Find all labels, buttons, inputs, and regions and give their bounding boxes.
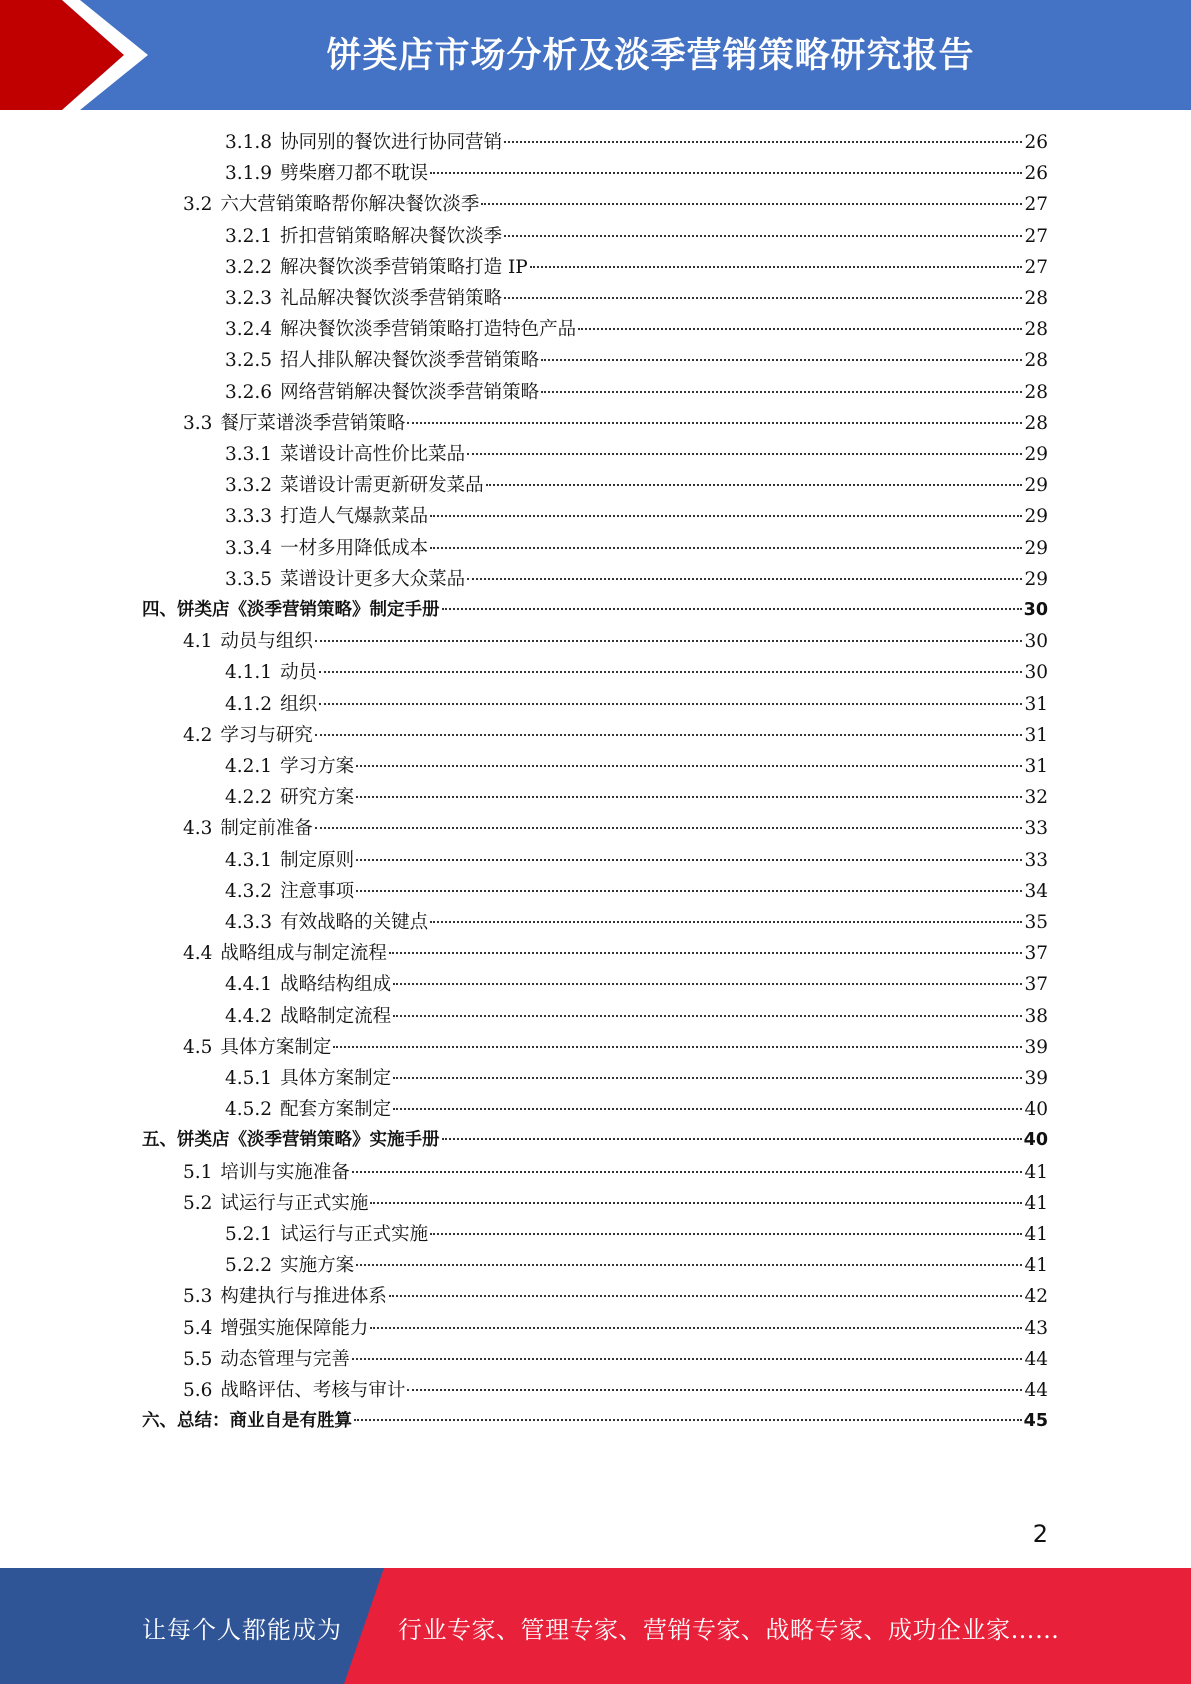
footer-slogan-left: 让每个人都能成为 bbox=[142, 1616, 342, 1644]
toc-entry-page: 42 bbox=[1024, 1286, 1048, 1308]
toc-entry-title: 研究方案 bbox=[280, 787, 355, 809]
toc-entry-page: 27 bbox=[1024, 194, 1048, 216]
toc-dot-leader bbox=[393, 1015, 1022, 1017]
document-title: 饼类店市场分析及淡季营销策略研究报告 bbox=[326, 36, 975, 76]
toc-entry-title: 动员 bbox=[280, 662, 318, 684]
toc-entry-number: 4.3 bbox=[183, 818, 213, 840]
toc-entry-number: 3.2.5 bbox=[225, 350, 273, 372]
toc-entry-page: 44 bbox=[1024, 1380, 1048, 1401]
toc-dot-leader bbox=[442, 608, 1022, 610]
toc-entry-page: 28 bbox=[1024, 319, 1048, 341]
toc-entry[interactable] bbox=[142, 595, 1048, 626]
toc-entry-title: 四、饼类店《淡季营销策略》制定手册 bbox=[142, 600, 440, 620]
toc-entry-title: 试运行与正式实施 bbox=[220, 1192, 369, 1214]
toc-entry-number: 3.3.2 bbox=[225, 475, 273, 497]
toc-entry-page: 27 bbox=[1024, 225, 1048, 247]
toc-entry-number: 3.2.2 bbox=[225, 256, 273, 278]
toc-entry-page: 41 bbox=[1024, 1161, 1048, 1183]
toc-entry[interactable] bbox=[225, 782, 1048, 813]
toc-entry-page: 45 bbox=[1023, 1411, 1048, 1432]
toc-entry-number: 3.2.6 bbox=[225, 381, 273, 403]
toc-entry-page: 44 bbox=[1024, 1348, 1048, 1370]
toc-entry-title: 解决餐饮淡季营销策略打造 IP bbox=[280, 256, 528, 278]
toc-entry-title: 打造人气爆款菜品 bbox=[280, 506, 429, 528]
toc-entry-number: 5.2.1 bbox=[225, 1224, 273, 1245]
toc-entry-page: 29 bbox=[1024, 444, 1048, 465]
page-header bbox=[0, 0, 1191, 110]
toc-entry[interactable] bbox=[225, 533, 1048, 564]
toc-dot-leader bbox=[370, 1202, 1022, 1204]
toc-entry[interactable] bbox=[225, 501, 1048, 532]
toc-entry-page: 26 bbox=[1024, 163, 1048, 185]
toc-entry[interactable] bbox=[225, 283, 1048, 314]
toc-entry-number: 4.3.1 bbox=[225, 849, 273, 871]
toc-entry-title: 培训与实施准备 bbox=[220, 1161, 350, 1183]
toc-entry-page: 30 bbox=[1023, 600, 1048, 620]
toc-entry-page: 37 bbox=[1024, 943, 1048, 965]
toc-entry-number: 4.4.2 bbox=[225, 1005, 273, 1027]
toc-entry-number: 4.1.2 bbox=[225, 693, 273, 715]
toc-entry[interactable] bbox=[142, 1125, 1048, 1156]
toc-entry-page: 27 bbox=[1024, 256, 1048, 278]
toc-entry[interactable] bbox=[183, 938, 1048, 969]
toc-entry[interactable] bbox=[225, 751, 1048, 782]
toc-entry-page: 31 bbox=[1024, 693, 1048, 715]
toc-dot-leader bbox=[430, 1233, 1022, 1235]
toc-entry-number: 4.1 bbox=[183, 631, 213, 653]
toc-entry-number: 3.1.9 bbox=[225, 163, 273, 185]
toc-entry-page: 28 bbox=[1024, 381, 1048, 403]
toc-dot-leader bbox=[333, 1046, 1022, 1048]
toc-entry[interactable] bbox=[225, 345, 1048, 376]
toc-entry-title: 战略组成与制定流程 bbox=[220, 943, 387, 965]
toc-entry-title: 配套方案制定 bbox=[280, 1099, 392, 1121]
toc-entry[interactable] bbox=[225, 1250, 1048, 1281]
toc-entry-number: 3.3.5 bbox=[225, 568, 273, 590]
toc-dot-leader bbox=[370, 1327, 1022, 1329]
toc-entry-title: 网络营销解决餐饮淡季营销策略 bbox=[280, 381, 540, 403]
toc-entry-title: 菜谱设计需更新研发菜品 bbox=[280, 475, 484, 497]
toc-dot-leader bbox=[393, 983, 1022, 985]
toc-dot-leader bbox=[430, 515, 1022, 517]
toc-dot-leader bbox=[352, 1171, 1023, 1173]
toc-entry-title: 礼品解决餐饮淡季营销策略 bbox=[280, 288, 503, 309]
toc-entry-number: 4.5 bbox=[183, 1036, 213, 1058]
toc-entry-number: 4.4.1 bbox=[225, 974, 273, 996]
toc-dot-leader bbox=[356, 796, 1022, 798]
toc-entry[interactable] bbox=[183, 1281, 1048, 1312]
toc-dot-leader bbox=[393, 1077, 1022, 1079]
toc-entry[interactable] bbox=[225, 1219, 1048, 1250]
toc-dot-leader bbox=[530, 266, 1023, 268]
toc-entry-number: 5.5 bbox=[183, 1348, 213, 1370]
toc-entry-number: 4.5.2 bbox=[225, 1099, 273, 1121]
toc-entry-number: 4.2 bbox=[183, 724, 213, 746]
toc-entry[interactable] bbox=[225, 314, 1048, 345]
toc-entry-number: 4.3.3 bbox=[225, 912, 273, 933]
toc-dot-leader bbox=[356, 1264, 1022, 1266]
toc-entry-number: 5.6 bbox=[183, 1380, 213, 1401]
toc-entry-number: 4.1.1 bbox=[225, 662, 273, 684]
toc-dot-leader bbox=[430, 547, 1022, 549]
page-footer bbox=[0, 1568, 1191, 1684]
toc-entry-title: 餐厅菜谱淡季营销策略 bbox=[220, 412, 406, 434]
toc-entry-number: 5.1 bbox=[183, 1161, 213, 1183]
toc-entry-number: 5.4 bbox=[183, 1317, 213, 1339]
toc-entry-title: 试运行与正式实施 bbox=[280, 1224, 429, 1245]
toc-dot-leader bbox=[315, 640, 1023, 642]
toc-dot-leader bbox=[354, 1419, 1022, 1421]
toc-entry-title: 协同别的餐饮进行协同营销 bbox=[280, 132, 503, 153]
toc-entry-number: 3.2.3 bbox=[225, 288, 273, 309]
toc-dot-leader bbox=[578, 328, 1022, 330]
toc-entry[interactable] bbox=[142, 1406, 1048, 1437]
toc-entry[interactable] bbox=[225, 377, 1048, 408]
toc-entry-title: 折扣营销策略解决餐饮淡季 bbox=[280, 225, 503, 247]
toc-entry-page: 33 bbox=[1024, 818, 1048, 840]
toc-entry-title: 五、饼类店《淡季营销策略》实施手册 bbox=[142, 1130, 440, 1151]
toc-entry[interactable] bbox=[183, 1375, 1048, 1406]
footer-slogan-right: 行业专家、管理专家、营销专家、战略专家、成功企业家…… bbox=[398, 1616, 1060, 1644]
toc-entry[interactable] bbox=[183, 1313, 1048, 1344]
toc-entry[interactable] bbox=[183, 720, 1048, 751]
toc-entry-title: 六、总结：商业自是有胜算 bbox=[142, 1411, 352, 1432]
toc-entry-number: 5.2.2 bbox=[225, 1255, 273, 1277]
toc-entry-number: 4.5.1 bbox=[225, 1068, 273, 1089]
toc-entry-number: 4.3.2 bbox=[225, 880, 273, 902]
toc-entry-page: 29 bbox=[1024, 475, 1048, 497]
toc-entry[interactable] bbox=[225, 689, 1048, 720]
toc-entry-page: 30 bbox=[1024, 662, 1048, 684]
toc-entry-page: 31 bbox=[1024, 756, 1048, 777]
toc-dot-leader bbox=[467, 453, 1022, 455]
toc-entry[interactable] bbox=[225, 845, 1048, 876]
toc-entry[interactable] bbox=[225, 470, 1048, 501]
toc-entry-title: 具体方案制定 bbox=[280, 1068, 392, 1089]
toc-entry[interactable] bbox=[183, 1032, 1048, 1063]
toc-entry[interactable] bbox=[183, 1188, 1048, 1219]
toc-entry[interactable] bbox=[225, 439, 1048, 470]
toc-entry-title: 战略制定流程 bbox=[280, 1005, 392, 1027]
toc-entry[interactable] bbox=[225, 657, 1048, 688]
toc-dot-leader bbox=[504, 297, 1022, 299]
toc-dot-leader bbox=[393, 1108, 1022, 1110]
toc-entry-page: 41 bbox=[1024, 1255, 1048, 1277]
toc-entry-page: 37 bbox=[1024, 974, 1048, 996]
toc-dot-leader bbox=[442, 1138, 1022, 1140]
toc-entry[interactable] bbox=[183, 408, 1048, 439]
toc-entry-number: 3.3.3 bbox=[225, 506, 273, 528]
toc-dot-leader bbox=[389, 1295, 1023, 1297]
toc-entry-page: 43 bbox=[1024, 1317, 1048, 1339]
toc-entry-page: 40 bbox=[1024, 1099, 1048, 1121]
toc-entry-number: 3.3 bbox=[183, 412, 213, 434]
toc-dot-leader bbox=[504, 141, 1022, 143]
toc-entry-page: 39 bbox=[1024, 1036, 1048, 1058]
toc-dot-leader bbox=[481, 203, 1022, 205]
toc-entry-page: 41 bbox=[1024, 1224, 1048, 1245]
toc-entry-page: 29 bbox=[1024, 506, 1048, 528]
toc-entry-title: 有效战略的关键点 bbox=[280, 912, 429, 933]
toc-entry[interactable] bbox=[183, 813, 1048, 844]
toc-entry-title: 学习方案 bbox=[280, 756, 355, 777]
toc-entry-page: 28 bbox=[1024, 350, 1048, 372]
toc-entry-title: 制定原则 bbox=[280, 849, 355, 871]
toc-entry-number: 3.3.4 bbox=[225, 537, 273, 559]
toc-dot-leader bbox=[467, 578, 1022, 580]
toc-entry-page: 26 bbox=[1024, 132, 1048, 153]
toc-dot-leader bbox=[315, 734, 1023, 736]
toc-entry-title: 动态管理与完善 bbox=[220, 1348, 350, 1370]
toc-entry[interactable] bbox=[225, 252, 1048, 283]
toc-dot-leader bbox=[319, 703, 1022, 705]
toc-entry-title: 劈柴磨刀都不耽误 bbox=[280, 163, 429, 185]
toc-entry-number: 3.2.4 bbox=[225, 319, 273, 341]
toc-entry-page: 33 bbox=[1024, 849, 1048, 871]
toc-entry-page: 28 bbox=[1024, 288, 1048, 309]
toc-dot-leader bbox=[356, 890, 1022, 892]
toc-entry-number: 3.2 bbox=[183, 194, 213, 216]
toc-dot-leader bbox=[356, 765, 1022, 767]
toc-entry-title: 菜谱设计更多大众菜品 bbox=[280, 568, 466, 590]
toc-entry-number: 4.2.2 bbox=[225, 787, 273, 809]
toc-entry[interactable] bbox=[183, 189, 1048, 220]
toc-dot-leader bbox=[319, 671, 1022, 673]
toc-entry-title: 构建执行与推进体系 bbox=[220, 1286, 387, 1308]
toc-dot-leader bbox=[407, 1389, 1022, 1391]
toc-entry-page: 40 bbox=[1023, 1130, 1048, 1151]
page-number: 2 bbox=[1032, 1520, 1048, 1548]
toc-entry[interactable] bbox=[225, 907, 1048, 938]
toc-entry-page: 31 bbox=[1024, 724, 1048, 746]
toc-entry-title: 一材多用降低成本 bbox=[280, 537, 429, 559]
toc-entry-title: 解决餐饮淡季营销策略打造特色产品 bbox=[280, 319, 577, 341]
toc-dot-leader bbox=[430, 921, 1022, 923]
toc-dot-leader bbox=[407, 422, 1022, 424]
toc-entry-page: 32 bbox=[1024, 787, 1048, 809]
toc-entry-title: 六大营销策略帮你解决餐饮淡季 bbox=[220, 194, 480, 216]
toc-entry[interactable] bbox=[225, 1001, 1048, 1032]
toc-entry-title: 组织 bbox=[280, 693, 318, 715]
toc-entry-number: 3.1.8 bbox=[225, 132, 273, 153]
toc-entry-number: 3.3.1 bbox=[225, 444, 273, 465]
toc-entry-page: 28 bbox=[1024, 412, 1048, 434]
toc-dot-leader bbox=[389, 952, 1023, 954]
toc-entry-page: 35 bbox=[1024, 912, 1048, 933]
toc-entry-page: 29 bbox=[1024, 568, 1048, 590]
toc-entry-page: 30 bbox=[1024, 631, 1048, 653]
toc-dot-leader bbox=[504, 235, 1022, 237]
toc-entry[interactable] bbox=[225, 1063, 1048, 1094]
toc-dot-leader bbox=[356, 859, 1022, 861]
toc-entry[interactable] bbox=[183, 626, 1048, 657]
toc-entry[interactable] bbox=[225, 564, 1048, 595]
toc-entry[interactable] bbox=[225, 876, 1048, 907]
toc-entry-title: 战略评估、考核与审计 bbox=[220, 1380, 406, 1401]
toc-entry-title: 具体方案制定 bbox=[220, 1036, 332, 1058]
toc-dot-leader bbox=[315, 827, 1023, 829]
toc-entry-number: 4.2.1 bbox=[225, 756, 273, 777]
header-arrow-decoration bbox=[0, 0, 160, 110]
toc-entry-page: 38 bbox=[1024, 1005, 1048, 1027]
toc-entry[interactable] bbox=[225, 158, 1048, 189]
toc-entry-title: 增强实施保障能力 bbox=[220, 1317, 369, 1339]
toc-entry[interactable] bbox=[183, 1157, 1048, 1188]
toc-dot-leader bbox=[352, 1358, 1023, 1360]
toc-entry[interactable] bbox=[225, 969, 1048, 1000]
toc-entry-page: 29 bbox=[1024, 537, 1048, 559]
toc-dot-leader bbox=[541, 391, 1022, 393]
toc-entry-number: 5.3 bbox=[183, 1286, 213, 1308]
toc-entry[interactable] bbox=[225, 221, 1048, 252]
toc-entry[interactable] bbox=[225, 127, 1048, 158]
toc-entry-page: 39 bbox=[1024, 1068, 1048, 1089]
toc-dot-leader bbox=[486, 484, 1023, 486]
toc-dot-leader bbox=[541, 359, 1022, 361]
toc-entry-number: 3.2.1 bbox=[225, 225, 273, 247]
toc-entry-number: 5.2 bbox=[183, 1192, 213, 1214]
toc-entry-title: 制定前准备 bbox=[220, 818, 313, 840]
toc-entry-page: 41 bbox=[1024, 1192, 1048, 1214]
toc-entry-number: 4.4 bbox=[183, 943, 213, 965]
toc-entry-page: 34 bbox=[1024, 880, 1048, 902]
toc-entry-title: 实施方案 bbox=[280, 1255, 355, 1277]
toc-entry[interactable] bbox=[183, 1344, 1048, 1375]
toc-dot-leader bbox=[430, 172, 1022, 174]
toc-entry-title: 菜谱设计高性价比菜品 bbox=[280, 444, 466, 465]
toc-entry-title: 招人排队解决餐饮淡季营销策略 bbox=[280, 350, 540, 372]
toc-entry[interactable] bbox=[225, 1094, 1048, 1125]
toc-entry-title: 战略结构组成 bbox=[280, 974, 392, 996]
toc-entry-title: 动员与组织 bbox=[220, 631, 313, 653]
toc-entry-title: 学习与研究 bbox=[220, 724, 313, 746]
toc-entry-title: 注意事项 bbox=[280, 880, 355, 902]
